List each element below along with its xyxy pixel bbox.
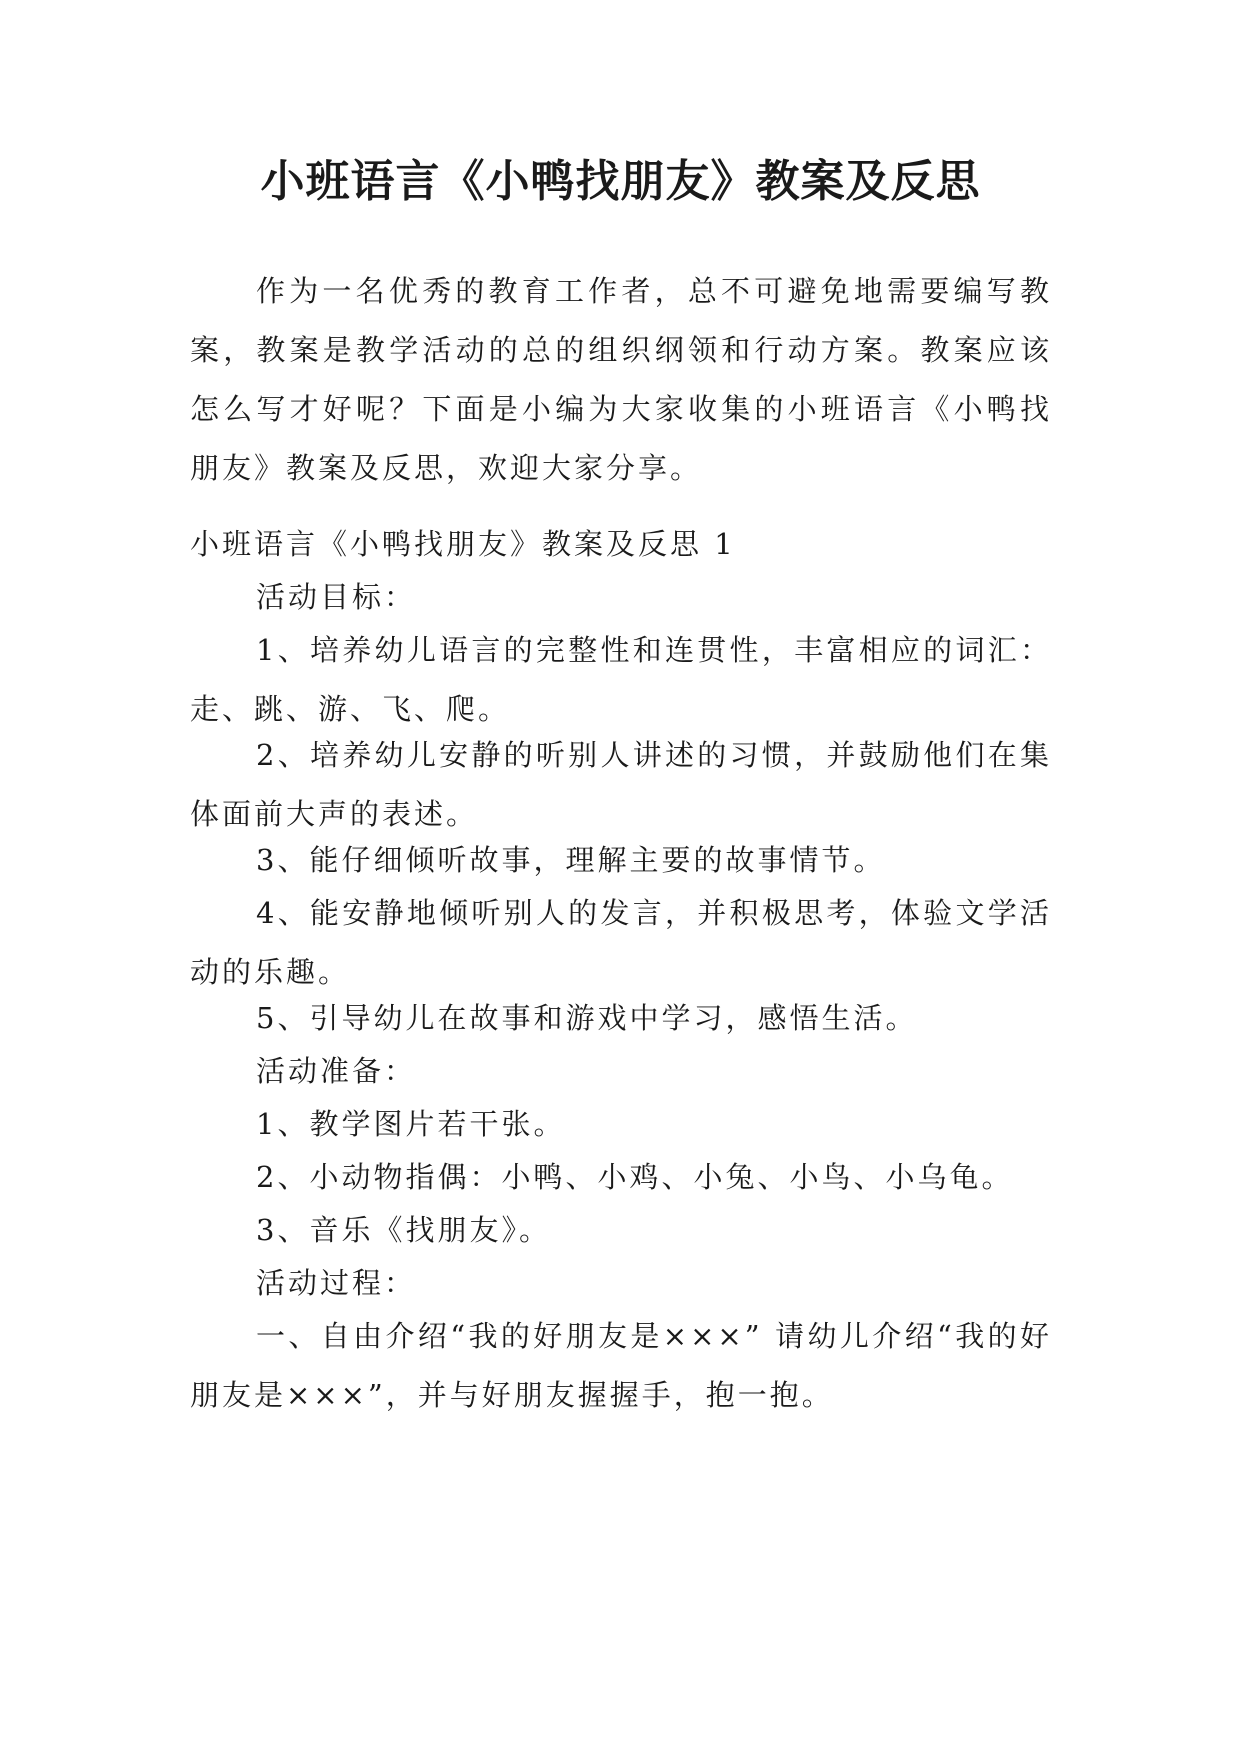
goal-item-3: 3、能仔细倾听故事，理解主要的故事情节。 [256,843,886,877]
prep-item-3: 3、音乐《找朋友》。 [256,1213,551,1247]
section-heading: 小班语言《小鸭找朋友》教案及反思 1 [190,527,736,561]
intro-paragraph: 作为一名优秀的教育工作者，总不可避免地需要编写教案，教案是教学活动的总的组织纲领和行动方案。教案应该怎么写才好呢？下面是小编为大家收集的小班语言《小鸭找朋友》教案及反思，欢迎大家分享。 [190,274,1052,485]
prep-item-1: 1、教学图片若干张。 [256,1107,566,1141]
document-title: 小班语言《小鸭找朋友》教案及反思 [260,156,981,207]
goals-heading: 活动目标： [256,580,417,614]
process-item-1: 一、自由介绍“我的好朋友是×××” 请幼儿介绍“我的好朋友是×××”，并与好朋友握握手，抱一抱。 [190,1319,1052,1412]
prep-item-2: 2、小动物指偶：小鸭、小鸡、小兔、小鸟、小乌龟。 [256,1160,1014,1194]
prep-heading: 活动准备： [256,1054,417,1088]
goal-item-2: 2、培养幼儿安静的听别人讲述的习惯，并鼓励他们在集体面前大声的表述。 [190,738,1052,831]
process-heading: 活动过程： [256,1266,417,1300]
goal-item-1: 1、培养幼儿语言的完整性和连贯性，丰富相应的词汇：走、跳、游、飞、爬。 [190,633,1052,726]
goal-item-4: 4、能安静地倾听别人的发言，并积极思考，体验文学活动的乐趣。 [190,896,1052,989]
goal-item-5: 5、引导幼儿在故事和游戏中学习，感悟生活。 [256,1001,918,1035]
